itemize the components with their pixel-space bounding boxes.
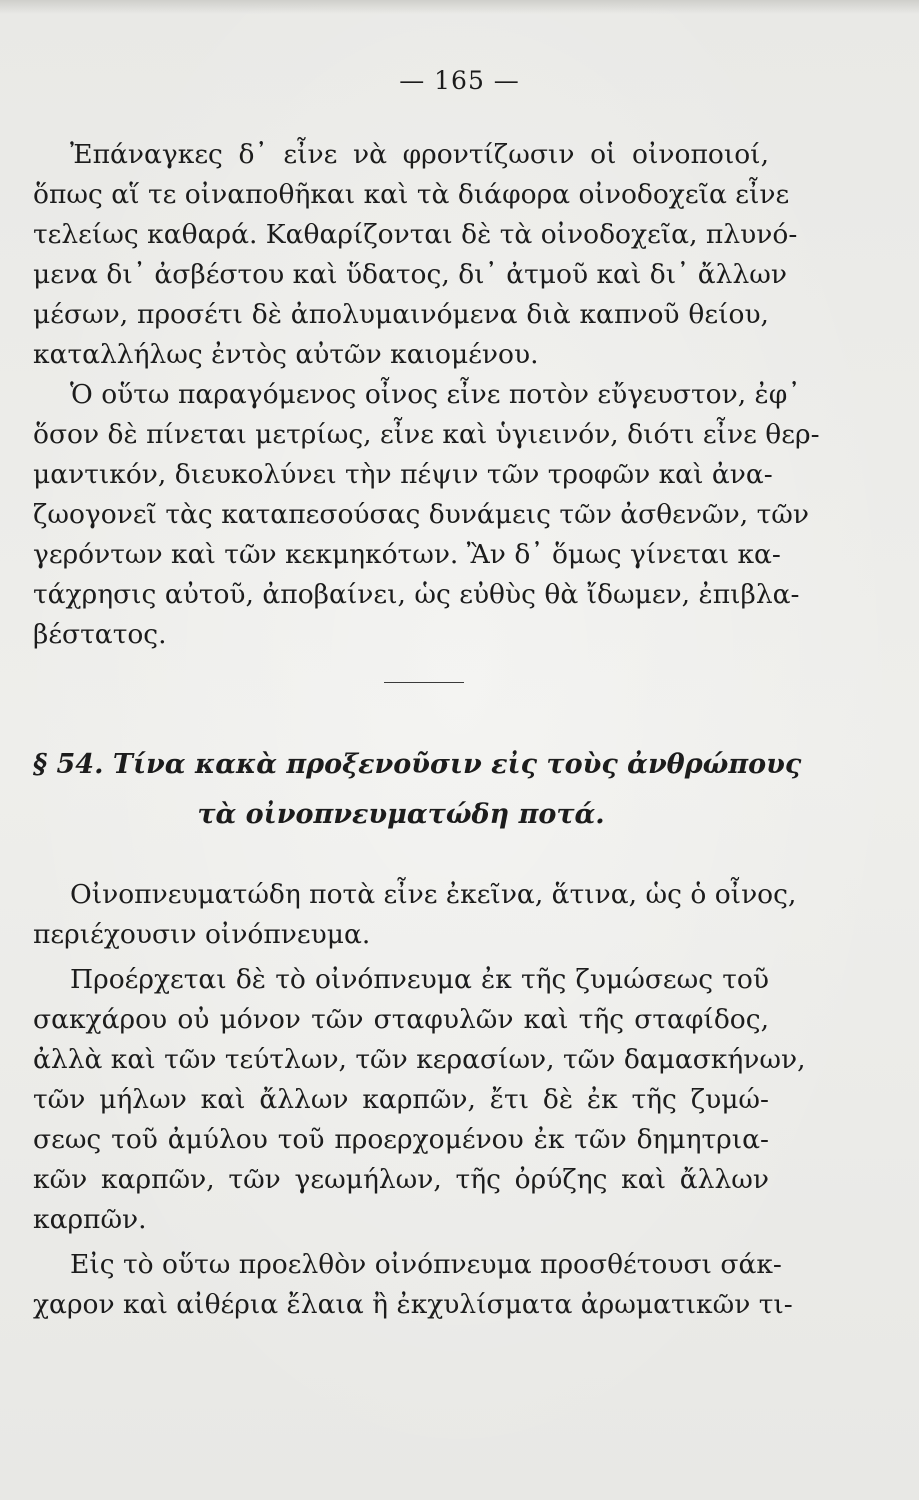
text-line: σακχάρου οὐ μόνον τῶν σταφυλῶν καὶ τῆς σταφίδος, — [33, 1004, 769, 1035]
text-line: μαντικόν, διευκολύνει τὴν πέψιν τῶν τροφῶν καὶ ἀνα- — [33, 459, 773, 490]
page-top-edge — [0, 0, 919, 14]
text-line: Εἰς τὸ οὕτω προελθὸν οἰνόπνευμα προσθέτουσι σάκ- — [70, 1249, 782, 1280]
text-line: μενα δι᾽ ἀσβέστου καὶ ὕδατος, δι᾽ ἀτμοῦ καὶ δι᾽ ἄλλων — [33, 259, 787, 290]
text-line: Οἰνοπνευματώδη ποτὰ εἶνε ἐκεῖνα, ἅτινα, ὡς ὁ οἶνος, — [70, 879, 797, 910]
text-line: ἀλλὰ καὶ τῶν τεύτλων, τῶν κερασίων, τῶν δαμασκήνων, — [33, 1044, 806, 1075]
section-heading-continued: τὰ οἰνοπνευματώδη ποτά. — [197, 799, 605, 830]
section-heading: § 54. Τίνα κακὰ προξενοῦσιν εἰς τοὺς ἀνθρώπους — [33, 749, 802, 780]
text-line: ὅπως αἵ τε οἰναποθῆκαι καὶ τὰ διάφορα οἰνοδοχεῖα εἶνε — [33, 179, 790, 210]
section-divider — [384, 682, 464, 683]
text-line: σεως τοῦ ἀμύλου τοῦ προερχομένου ἐκ τῶν δημητρια- — [33, 1124, 769, 1155]
text-line: μέσων, προσέτι δὲ ἀπολυμαινόμενα διὰ καπνοῦ θείου, — [33, 299, 769, 330]
text-line: Ἐπάναγκες δ᾽ εἶνε νὰ φροντίζωσιν οἱ οἰνοποιοί, — [70, 139, 769, 170]
text-line: χαρον καὶ αἰθέρια ἔλαια ἢ ἐκχυλίσματα ἀρωματικῶν τι- — [33, 1289, 793, 1320]
text-line: κῶν καρπῶν, τῶν γεωμήλων, τῆς ὀρύζης καὶ ἄλλων — [33, 1164, 769, 1195]
text-line: Προέρχεται δὲ τὸ οἰνόπνευμα ἐκ τῆς ζυμώσεως τοῦ — [70, 964, 769, 995]
text-line: καρπῶν. — [33, 1204, 147, 1235]
text-line: γερόντων καὶ τῶν κεκμηκότων. Ἂν δ᾽ ὅμως γίνεται κα- — [33, 539, 781, 570]
text-line: καταλλήλως ἐντὸς αὐτῶν καιομένου. — [33, 339, 539, 370]
text-line: τῶν μήλων καὶ ἄλλων καρπῶν, ἔτι δὲ ἐκ τῆς ζυμώ- — [33, 1084, 769, 1115]
text-line: τάχρησις αὐτοῦ, ἀποβαίνει, ὡς εὐθὺς θὰ ἴδωμεν, ἐπιβλα- — [33, 579, 800, 610]
text-line: βέστατος. — [33, 619, 167, 650]
page-number: — 165 — — [399, 66, 520, 95]
text-line: τελείως καθαρά. Καθαρίζονται δὲ τὰ οἰνοδοχεῖα, πλυνό- — [33, 219, 798, 250]
text-line: ὅσον δὲ πίνεται μετρίως, εἶνε καὶ ὑγιεινόν, διότι εἶνε θερ- — [33, 419, 820, 450]
text-line: περιέχουσιν οἰνόπνευμα. — [33, 919, 371, 950]
text-line: ζωογονεῖ τὰς καταπεσούσας δυνάμεις τῶν ἀσθενῶν, τῶν — [33, 499, 809, 530]
text-line: Ὁ οὕτω παραγόμενος οἶνος εἶνε ποτὸν εὔγευστον, ἐφ᾽ — [70, 379, 801, 410]
